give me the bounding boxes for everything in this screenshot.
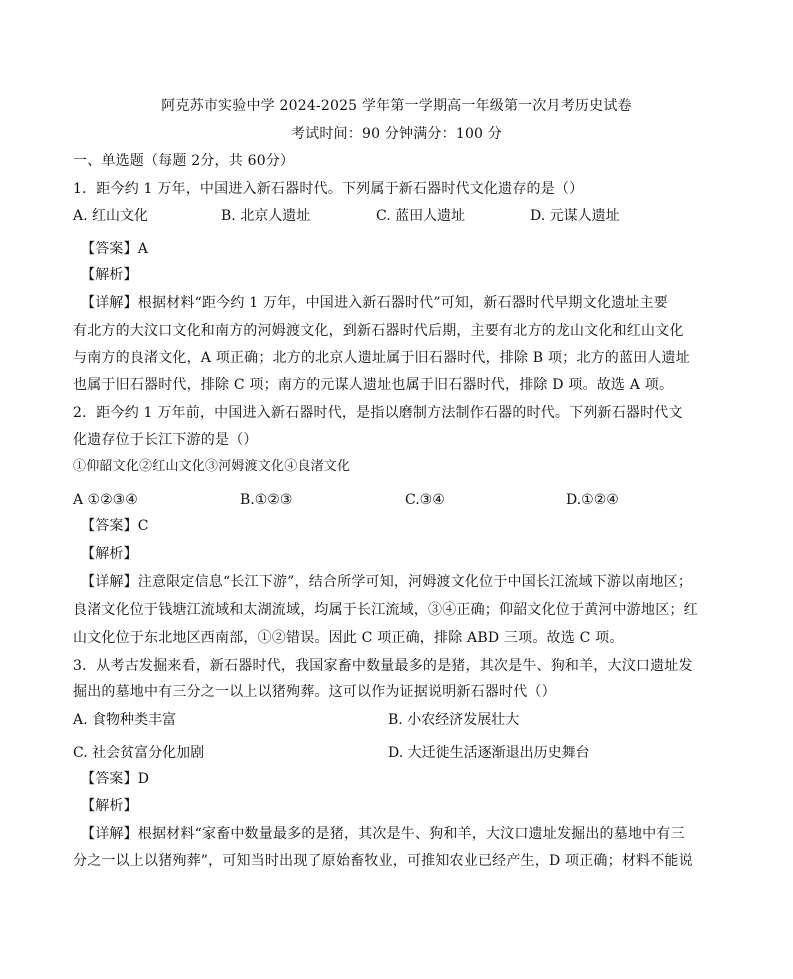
- q3-answer: 【答案】D: [81, 771, 150, 787]
- q1-analysis-label: 【解析】: [81, 267, 138, 283]
- q1-option-d: D. 元谋人遗址: [530, 208, 620, 224]
- q3-option-d: D. 大迁徙生活逐渐退出历史舞台: [388, 745, 590, 761]
- q2-answer: 【答案】C: [81, 518, 149, 534]
- q1-option-b: B. 北京人遗址: [221, 208, 311, 224]
- q2-option-d: D.①②④: [566, 492, 619, 508]
- q1-stem: 1．距今约 1 万年，中国进入新石器时代。下列属于新石器时代文化遗存的是（）: [73, 181, 584, 197]
- q3-stem: 3．从考古发掘来看，新石器时代，我国家畜中数量最多的是猪，其次是牛、狗和羊，大汶口遗址发: [73, 658, 693, 674]
- q3-option-c: C. 社会贫富分化加剧: [73, 745, 205, 761]
- q3-detail-line: 分之一以上以猪殉葬”，可知当时出现了原始畜牧业，可推知农业已经产生，D 项正确；材料不能说: [73, 853, 693, 869]
- q2-analysis-label: 【解析】: [81, 546, 138, 562]
- q2-option-c: C.③④: [405, 492, 445, 508]
- q3-detail-line: 【详解】根据材料“家畜中数量最多的是猪，其次是牛、狗和羊，大汶口遗址发掘出的墓地中有三: [81, 826, 685, 842]
- q3-analysis-label: 【解析】: [81, 798, 138, 814]
- q1-detail-line: 【详解】根据材料“距今约 1 万年，中国进入新石器时代”可知，新石器时代早期文化遗址主要: [81, 295, 668, 311]
- q2-detail-line: 良渚文化位于钱塘江流域和太湖流域，均属于长江流域，③④正确；仰韶文化位于黄河中游地区；红: [73, 602, 698, 618]
- q1-detail-line: 与南方的良渚文化，A 项正确；北方的北京人遗址属于旧石器时代，排除 B 项；北方的蓝田人遗址: [73, 350, 690, 366]
- q2-detail-line: 山文化位于东北地区西南部，①②错误。因此 C 项正确，排除 ABD 三项。故选 C 项。: [73, 630, 624, 646]
- q1-detail-line: 也属于旧石器时代，排除 C 项；南方的元谋人遗址也属于旧石器时代，排除 D 项。故选 A 项。: [73, 377, 674, 393]
- q2-items: ①仰韶文化②红山文化③河姆渡文化④良渚文化: [73, 459, 351, 474]
- q2-option-a: A ①②③④: [73, 492, 138, 508]
- q1-detail-line: 有北方的大汶口文化和南方的河姆渡文化，到新石器时代后期，主要有北方的龙山文化和红山文化: [73, 323, 684, 339]
- section-heading: 一、单选题（每题 2分，共 60分）: [73, 153, 295, 169]
- exam-title: 阿克苏市实验中学 2024-2025 学年第一学期高一年级第一次月考历史试卷: [161, 98, 632, 114]
- exam-subtitle: 考试时间：90 分钟满分：100 分: [290, 126, 503, 142]
- q1-answer: 【答案】A: [81, 241, 149, 257]
- q2-stem: 2．距今约 1 万年前，中国进入新石器时代，是指以磨制方法制作石器的时代。下列新石器时代文: [73, 405, 683, 421]
- q2-stem: 化遗存位于长江下游的是（）: [73, 432, 258, 448]
- q3-stem: 掘出的墓地中有三分之一以上以猪殉葬。这可以作为证据说明新石器时代（）: [73, 684, 556, 700]
- q3-option-a: A. 食物种类丰富: [73, 712, 177, 728]
- q3-option-b: B. 小农经济发展壮大: [388, 712, 520, 728]
- q2-option-b: B.①②③: [240, 492, 293, 508]
- q1-option-a: A. 红山文化: [73, 208, 149, 224]
- q2-detail-line: 【详解】注意限定信息“长江下游”，结合所学可知，河姆渡文化位于中国长江流域下游以南地区；: [81, 574, 693, 590]
- q1-option-c: C. 蓝田人遗址: [376, 208, 466, 224]
